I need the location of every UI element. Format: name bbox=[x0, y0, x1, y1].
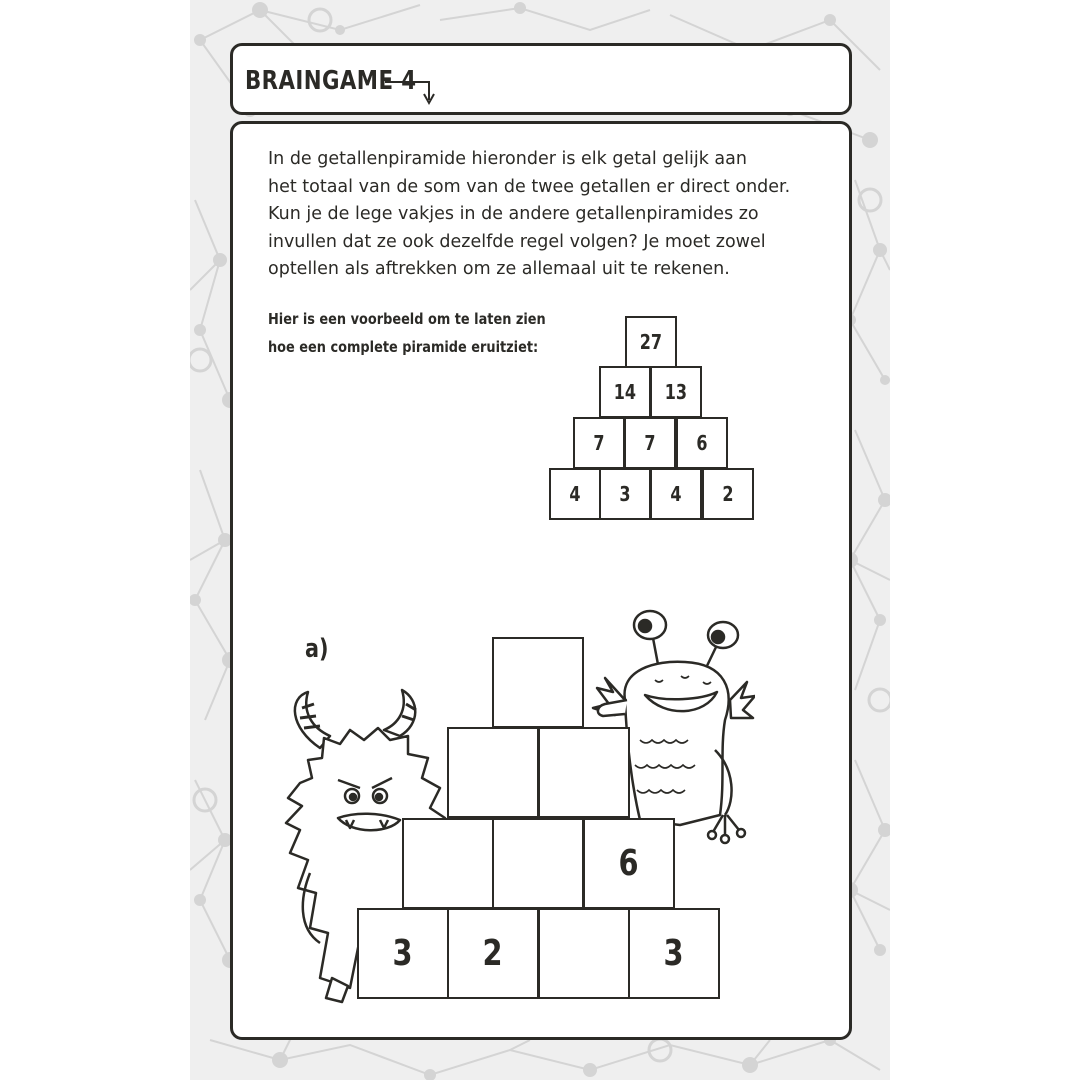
example-pyramid-cell: 3 bbox=[599, 468, 651, 520]
example-pyramid-cell: 2 bbox=[702, 468, 754, 520]
instruction-line: Kun je de lege vakjes in de andere getallenpiramides zo bbox=[268, 204, 759, 224]
puzzle-a-cell[interactable] bbox=[538, 727, 630, 818]
puzzle-a-cell[interactable] bbox=[402, 818, 494, 909]
instruction-line: In de getallenpiramide hieronder is elk getal gelijk aan bbox=[268, 149, 747, 169]
example-pyramid-cell: 4 bbox=[549, 468, 601, 520]
example-pyramid-cell: 7 bbox=[624, 417, 676, 469]
example-note-line: hoe een complete piramide eruitziet: bbox=[268, 338, 539, 356]
example-pyramid-cell: 4 bbox=[650, 468, 702, 520]
example-pyramid-cell: 6 bbox=[676, 417, 728, 469]
example-pyramid-cell: 14 bbox=[599, 366, 651, 418]
example-note-line: Hier is een voorbeeld om te laten zien bbox=[268, 310, 546, 328]
example-pyramid-cell: 7 bbox=[573, 417, 625, 469]
instructions-text bbox=[268, 146, 828, 284]
puzzle-a-cell[interactable]: 2 bbox=[447, 908, 539, 999]
puzzle-a-cell[interactable] bbox=[492, 818, 584, 909]
puzzle-a-cell[interactable] bbox=[447, 727, 539, 818]
example-pyramid-cell: 13 bbox=[650, 366, 702, 418]
puzzle-a-cell[interactable]: 3 bbox=[628, 908, 720, 999]
example-pyramid-cell: 27 bbox=[625, 316, 677, 368]
example-note bbox=[268, 305, 546, 361]
page-title: BRAINGAME 4 bbox=[245, 66, 417, 96]
down-right-arrow-icon bbox=[383, 72, 443, 106]
puzzle-a-cell[interactable] bbox=[538, 908, 630, 999]
instruction-line: invullen dat ze ook dezelfde regel volgen? Je moet zowel bbox=[268, 231, 766, 252]
title-box bbox=[230, 43, 852, 115]
instruction-line: het totaal van de som van de twee getallen er direct onder. bbox=[268, 176, 791, 197]
puzzle-a-cell[interactable]: 6 bbox=[583, 818, 675, 909]
puzzle-a-label: a) bbox=[305, 634, 329, 664]
instruction-line: optellen als aftrekken om ze allemaal uit te rekenen. bbox=[268, 259, 730, 279]
puzzle-a-cell[interactable] bbox=[492, 637, 584, 728]
puzzle-a-cell[interactable]: 3 bbox=[357, 908, 449, 999]
